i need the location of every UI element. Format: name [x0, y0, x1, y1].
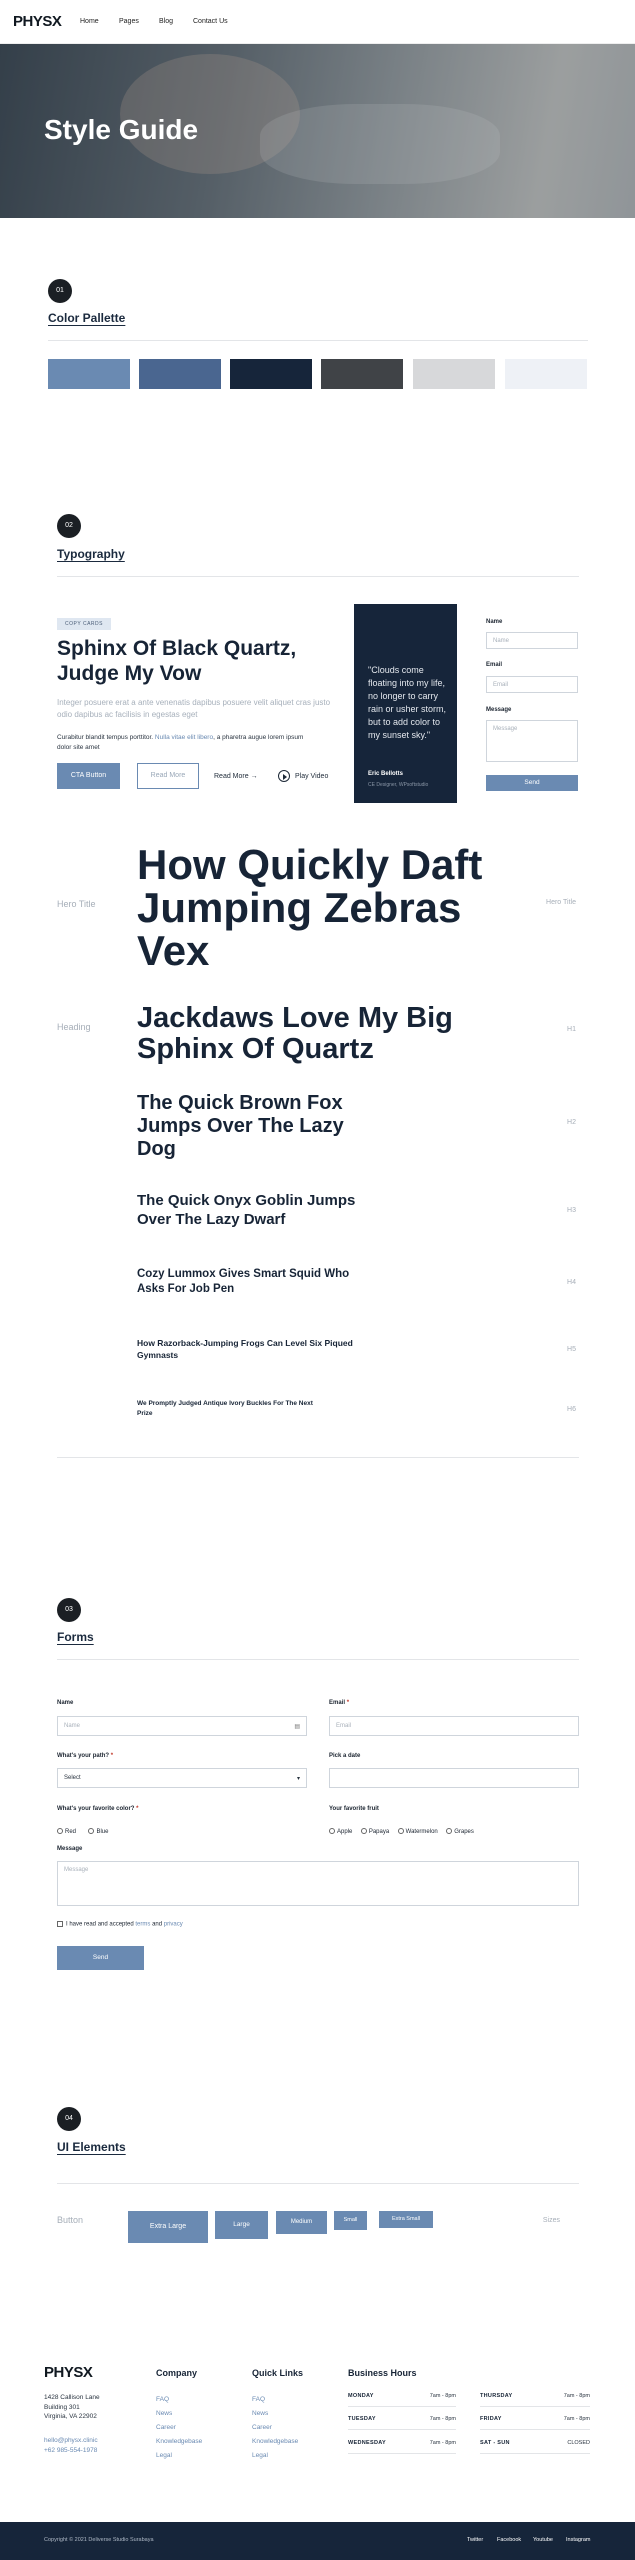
- social-instagram[interactable]: Instagram: [566, 2537, 591, 2543]
- section-title: Color Pallette: [48, 311, 126, 325]
- email-label: Email: [486, 662, 503, 668]
- color-swatch: [505, 359, 587, 389]
- hero-title-tag: Hero Title: [546, 899, 576, 906]
- footer-link-knowledgebase[interactable]: Knowledgebase: [252, 2438, 299, 2445]
- send-button[interactable]: Send: [486, 775, 578, 791]
- color-swatch: [321, 359, 403, 389]
- radio-red[interactable]: [57, 1829, 76, 1835]
- outline-button[interactable]: Read More: [137, 763, 199, 789]
- h2-tag: H2: [567, 1119, 576, 1126]
- arrow-right-icon: →: [250, 773, 258, 780]
- read-more-link[interactable]: [214, 773, 258, 780]
- hours-row: [348, 2408, 456, 2430]
- footer-link-news[interactable]: News: [156, 2410, 173, 2417]
- social-youtube[interactable]: Youtube: [533, 2537, 553, 2543]
- read-more-label: Read More: [214, 773, 249, 780]
- hero-banner: [0, 44, 635, 218]
- page-title: Style Guide: [44, 114, 199, 145]
- hours-day: FRIDAY: [480, 2416, 502, 2422]
- color-swatch: [139, 359, 221, 389]
- footer-link-faq[interactable]: FAQ: [156, 2396, 170, 2403]
- name-placeholder: Name: [64, 1723, 81, 1729]
- section-title: UI Elements: [57, 2140, 126, 2154]
- message-textarea[interactable]: Message: [486, 720, 578, 762]
- footer-link-career[interactable]: Career: [252, 2424, 272, 2431]
- footer-link-career[interactable]: Career: [156, 2424, 176, 2431]
- radio-circle[interactable]: [446, 1828, 452, 1834]
- button-extra-large[interactable]: Extra Large: [128, 2211, 208, 2243]
- h2-sample: The Quick Brown Fox Jumps Over The Lazy Dog: [137, 1092, 344, 1160]
- section-number: 04: [57, 2107, 81, 2131]
- form-name-input[interactable]: [57, 1716, 307, 1736]
- nav-home[interactable]: Home: [80, 18, 99, 25]
- radio-label: Watermelon: [405, 1829, 438, 1835]
- divider: [57, 576, 579, 577]
- color-swatch: [48, 359, 130, 389]
- radio-circle[interactable]: [88, 1828, 94, 1834]
- h6-sample: We Promptly Judged Antique Ivory Buckles For The Next Prize: [137, 1400, 313, 1417]
- hours-day: THURSDAY: [480, 2393, 513, 2399]
- hours-time: 7am - 8pm: [563, 2393, 590, 2399]
- message-label: Message: [486, 707, 512, 713]
- form-message-label: Message: [57, 1846, 83, 1852]
- company-heading: Company: [156, 2368, 198, 2378]
- hours-day: TUESDAY: [348, 2416, 376, 2422]
- radio-apple[interactable]: [329, 1829, 352, 1835]
- sizes-label: Sizes: [542, 2217, 560, 2224]
- h1-sample: Jackdaws Love My Big Sphinx Of Quartz: [137, 1002, 453, 1065]
- nav-pages[interactable]: Pages: [119, 18, 139, 25]
- footer-logo[interactable]: PHYSX: [44, 2364, 93, 2381]
- radio-label: Grapes: [454, 1829, 474, 1835]
- copyright: Copyright © 2021 Deliverse Studio Surabaya: [44, 2537, 154, 2543]
- lead-paragraph: Integer posuere erat a ante venenatis dapibus posuere velit aliquet cras justo odio dapibus ac facilisis in egestas eget: [57, 698, 331, 719]
- button-small[interactable]: Small: [334, 2211, 367, 2230]
- site-header: [0, 0, 635, 44]
- checkbox-box[interactable]: [57, 1921, 63, 1927]
- divider: [48, 340, 588, 341]
- radio-circle[interactable]: [329, 1828, 335, 1834]
- play-icon[interactable]: [278, 770, 290, 782]
- h3-sample: The Quick Onyx Goblin Jumps Over The Lazy Dwarf: [137, 1192, 356, 1228]
- divider: [57, 2183, 579, 2184]
- button-large[interactable]: Large: [215, 2211, 268, 2239]
- path-select[interactable]: [57, 1768, 307, 1788]
- button-extra-small[interactable]: Extra Small: [379, 2211, 433, 2228]
- hours-row: [480, 2408, 590, 2430]
- testimonial-author: Eric Bellotts: [368, 771, 404, 777]
- name-label: Name: [486, 619, 503, 625]
- section-title: Typography: [57, 547, 125, 561]
- body-link[interactable]: Nulla vitae elit libero: [154, 734, 214, 741]
- hero-title-label: Hero Title: [57, 899, 96, 909]
- heading-label: Heading: [57, 1022, 91, 1032]
- contact-card-icon: ▤: [294, 1723, 300, 1730]
- h4-tag: H4: [567, 1279, 576, 1286]
- divider: [57, 1457, 579, 1458]
- radio-grapes[interactable]: [446, 1829, 474, 1835]
- quick-links: [252, 2393, 298, 2463]
- radio-label: Apple: [337, 1829, 353, 1835]
- date-input[interactable]: [329, 1768, 579, 1788]
- footer-link-knowledgebase[interactable]: Knowledgebase: [156, 2438, 203, 2445]
- email-label-text: Email: [329, 1700, 346, 1706]
- radio-watermelon[interactable]: [398, 1829, 438, 1835]
- path-label-text: What's your path?: [57, 1753, 110, 1759]
- hours-time: 7am - 8pm: [563, 2416, 590, 2422]
- button-medium[interactable]: Medium: [276, 2211, 327, 2234]
- hours-day: MONDAY: [348, 2393, 374, 2399]
- body-text: Curabitur blandit tempus porttitor.: [57, 734, 154, 741]
- h5-tag: H5: [567, 1346, 576, 1353]
- body-paragraph: [57, 733, 317, 753]
- radio-papaya[interactable]: [361, 1829, 389, 1835]
- footer-link-news[interactable]: News: [252, 2410, 269, 2417]
- copy-tag: COPY CARDS: [57, 618, 111, 630]
- section-number: 01: [48, 279, 72, 303]
- social-facebook[interactable]: Facebook: [497, 2537, 522, 2543]
- footer-link-legal[interactable]: Legal: [252, 2452, 268, 2459]
- section-number: 03: [57, 1598, 81, 1622]
- required-mark: *: [136, 1806, 139, 1812]
- address-line: 1428 Callison Lane: [44, 2394, 100, 2401]
- footer-email[interactable]: hello@physx.clinic: [44, 2437, 98, 2444]
- fruit-label: Your favorite fruit: [329, 1806, 379, 1812]
- form-email-input[interactable]: Email: [329, 1716, 579, 1736]
- color-label: [57, 1806, 138, 1812]
- consent-text: and: [152, 1921, 163, 1928]
- radio-circle[interactable]: [57, 1828, 63, 1834]
- h6-tag: H6: [567, 1406, 576, 1413]
- quick-links-heading: Quick Links: [252, 2368, 304, 2378]
- footer-contact: [44, 2436, 134, 2455]
- footer-link-legal[interactable]: Legal: [156, 2452, 172, 2459]
- body-text: , a pharetra augue lorem ipsum dolor site amet: [57, 734, 304, 751]
- form-message-textarea[interactable]: Message: [57, 1861, 579, 1906]
- caret-down-icon: ▾: [296, 1775, 300, 1782]
- sample-heading: Sphinx Of Black Quartz, Judge My Vow: [57, 637, 297, 685]
- footer-phone[interactable]: +62 985-554-1978: [44, 2446, 98, 2454]
- path-label: [57, 1753, 113, 1759]
- cta-button[interactable]: CTA Button: [57, 763, 120, 789]
- radio-circle[interactable]: [398, 1828, 404, 1834]
- h4-sample: Cozy Lummox Gives Smart Squid Who Asks For Job Pen: [137, 1268, 350, 1295]
- nav-contact[interactable]: Contact Us: [193, 18, 228, 25]
- address-line: Virginia, VA 22902: [44, 2413, 97, 2420]
- section-title: Forms: [57, 1630, 94, 1644]
- hours-time: 7am - 8pm: [429, 2393, 456, 2399]
- hours-row: [348, 2432, 456, 2454]
- nav-blog[interactable]: Blog: [159, 18, 174, 25]
- radio-blue[interactable]: [88, 1829, 108, 1835]
- hours-row: [480, 2385, 590, 2407]
- footer-link-faq[interactable]: FAQ: [252, 2396, 266, 2403]
- divider: [57, 1659, 579, 1660]
- radio-label: Papaya: [368, 1829, 390, 1835]
- privacy-link[interactable]: privacy: [163, 1921, 183, 1928]
- hours-row: [348, 2385, 456, 2407]
- hours-time: CLOSED: [567, 2440, 590, 2446]
- color-swatch: [230, 359, 312, 389]
- hours-time: 7am - 8pm: [429, 2440, 456, 2446]
- hours-day: WEDNESDAY: [348, 2440, 386, 2446]
- terms-link[interactable]: terms: [135, 1921, 151, 1928]
- footer-address: [44, 2393, 124, 2422]
- hero-title-sample: How Quickly Daft Jumping Zebras Vex: [137, 841, 483, 974]
- color-radio-group: [57, 1820, 116, 1838]
- section-number: 02: [57, 514, 81, 538]
- h3-tag: H3: [567, 1207, 576, 1214]
- address-line: Building 301: [44, 2403, 80, 2411]
- radio-label: Red: [65, 1829, 77, 1835]
- radio-label: Blue: [96, 1829, 109, 1835]
- form-email-label: [329, 1700, 349, 1706]
- color-swatch: [413, 359, 495, 389]
- name-input[interactable]: Name: [486, 632, 578, 649]
- date-label: Pick a date: [329, 1753, 361, 1759]
- required-mark: *: [110, 1753, 114, 1759]
- consent-text: I have read and accepted: [66, 1921, 134, 1928]
- h5-sample: How Razorback-Jumping Frogs Can Level Six Piqued Gymnasts: [137, 1338, 353, 1360]
- hours-row: [480, 2432, 590, 2454]
- color-label-text: What's your favorite color?: [57, 1806, 135, 1812]
- company-links: [156, 2393, 202, 2463]
- social-twitter[interactable]: Twitter: [467, 2537, 484, 2543]
- h1-tag: H1: [567, 1026, 576, 1033]
- form-send-button[interactable]: Send: [57, 1946, 144, 1970]
- button-label: Button: [57, 2215, 84, 2225]
- play-video-link[interactable]: Play Video: [295, 773, 329, 780]
- logo[interactable]: PHYSX: [13, 13, 62, 30]
- radio-circle[interactable]: [361, 1828, 367, 1834]
- fruit-radio-group: [329, 1820, 589, 1838]
- business-hours-heading: Business Hours: [348, 2368, 417, 2378]
- email-input[interactable]: Email: [486, 676, 578, 693]
- required-mark: *: [346, 1700, 350, 1706]
- testimonial-role: CE Designer, WPsoftstudio: [368, 782, 429, 788]
- consent-checkbox[interactable]: [57, 1921, 183, 1928]
- form-name-label: Name: [57, 1700, 74, 1706]
- hours-day: SAT - SUN: [480, 2440, 510, 2446]
- testimonial-quote: "Clouds come floating into my life, no longer to carry rain or usher storm, but to add color to my sunset sky.": [368, 665, 447, 740]
- hours-time: 7am - 8pm: [429, 2416, 456, 2422]
- path-select-value: Select: [64, 1775, 81, 1781]
